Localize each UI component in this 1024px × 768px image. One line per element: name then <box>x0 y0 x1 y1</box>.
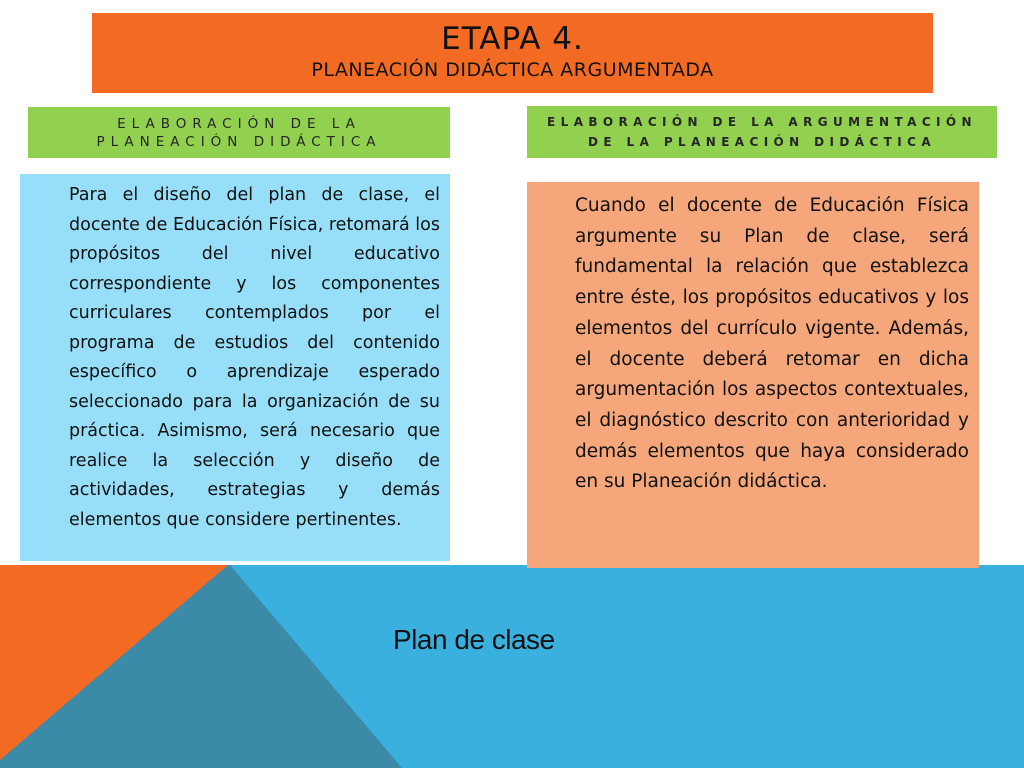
title-main: ETAPA 4. <box>441 21 584 57</box>
right-header-text: ELABORACIÓN DE LA ARGUMENTACIÓN DE LA PLANEACIÓN DIDÁCTICA <box>547 115 977 149</box>
right-body-panel <box>527 182 979 568</box>
right-body-text: Cuando el docente de Educación Física argumente su Plan de clase, será fundamental la relación que establezca entre éste, los propósitos educativos y los elementos del currículo vigente. Además, el docente deberá retomar en dicha argumentación los aspectos contextuales, el diagnóstico descrito con anterioridad y demás elementos que haya considerado en su Planeación didáctica. <box>575 195 969 493</box>
left-body-panel <box>20 174 450 561</box>
left-body-text: Para el diseño del plan de clase, el docente de Educación Física, retomará los propósitos del nivel educativo correspondiente y los componentes curriculares contemplados por el programa de estudios del contenido específico o aprendizaje esperado seleccionado para la organización de su práctica. Asimismo, será necesario que realice la selección y diseño de actividades, estrategias y demás elementos que considere pertinentes. <box>69 185 440 530</box>
right-section-header <box>527 106 997 158</box>
left-section-header <box>28 107 450 158</box>
slide-title <box>92 13 933 93</box>
plan-caption: Plan de clase <box>393 624 555 655</box>
title-subtitle: PLANEACIÓN DIDÁCTICA ARGUMENTADA <box>311 59 714 81</box>
left-header-text: ELABORACIÓN DE LA PLANEACIÓN DIDÁCTICA <box>96 115 382 150</box>
